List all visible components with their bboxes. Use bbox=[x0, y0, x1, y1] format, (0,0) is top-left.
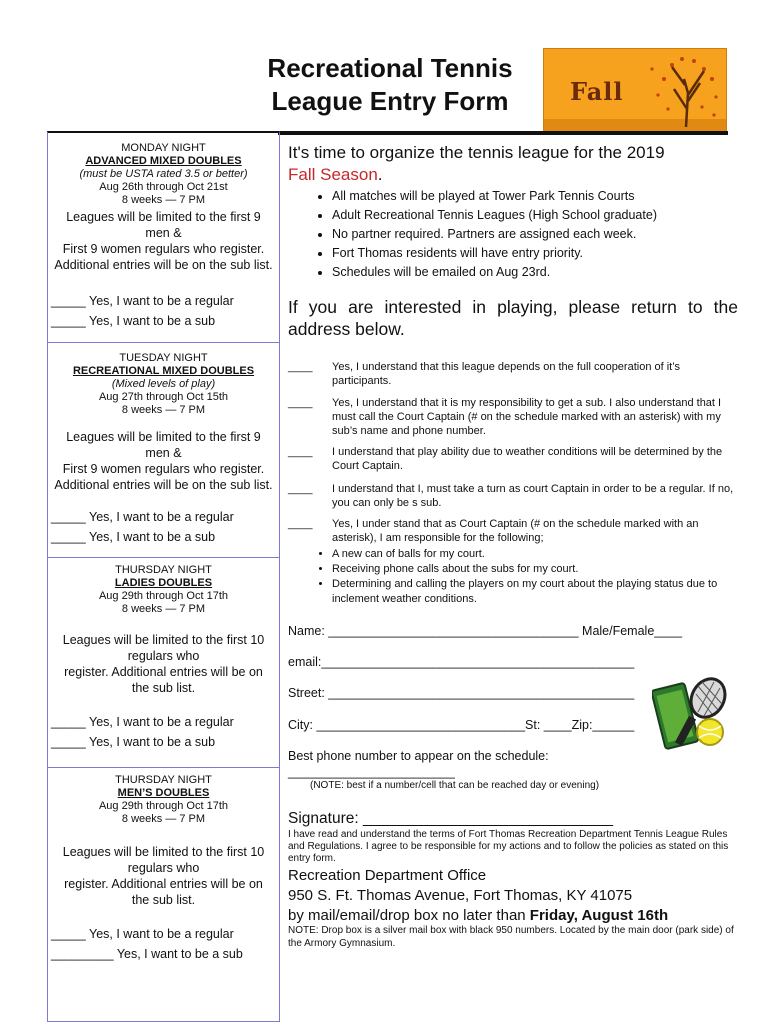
section-options bbox=[48, 924, 279, 964]
league-sections-column bbox=[47, 131, 280, 1022]
fall-logo bbox=[543, 48, 727, 134]
section-ladies bbox=[48, 564, 279, 752]
limit-line: regulars who bbox=[127, 649, 200, 663]
fall-logo-text: Fall bbox=[570, 77, 624, 106]
page-title bbox=[210, 52, 570, 118]
ack-text: I understand that play ability due to weather conditions will be determined by the Court Captain. bbox=[332, 446, 723, 472]
limit-line: men & bbox=[145, 446, 182, 460]
section-monday bbox=[48, 142, 279, 331]
section-subtitle: (Mixed levels of play) bbox=[111, 378, 216, 390]
list-item: • Determining and calling the players on my court about the playing status due to inclement weather conditions. bbox=[332, 577, 752, 607]
section-dates: Aug 29th through Oct 17th bbox=[98, 590, 229, 602]
section-mens bbox=[48, 774, 279, 964]
captain-duties-list bbox=[312, 547, 752, 607]
limit-line: regulars who bbox=[127, 861, 200, 875]
office-address: 950 S. Ft. Thomas Avenue, Fort Thomas, KY 41075 bbox=[288, 887, 633, 904]
email-field[interactable]: email:_____________________________________________ bbox=[288, 655, 635, 669]
ack-blank[interactable]: ____ bbox=[288, 446, 313, 458]
limit-line: First 9 women regulars who register. bbox=[62, 462, 265, 476]
limit-line: Leagues will be limited to the first 9 bbox=[66, 430, 261, 444]
section-divider bbox=[48, 767, 279, 768]
limit-line: Leagues will be limited to the first 10 bbox=[62, 845, 265, 859]
ack-blank[interactable]: ____ bbox=[288, 397, 313, 409]
ack-text: Yes, I understand that it is my responsibility to get a sub. I also understand that I must call the Court Captain (# on the schedule marked with an asterisk) with my sub’s name and phone number. bbox=[332, 397, 722, 437]
ack-blank[interactable]: ____ bbox=[288, 518, 313, 530]
phone-label: Best phone number to appear on the schedule: bbox=[288, 749, 549, 763]
ack-blank[interactable]: ____ bbox=[288, 361, 313, 373]
section-limits bbox=[48, 844, 279, 908]
tennis-racket-icon bbox=[652, 672, 734, 754]
regular-option[interactable]: _____ Yes, I want to be a regular bbox=[51, 510, 234, 524]
section-name: LADIES DOUBLES bbox=[114, 577, 213, 589]
section-divider bbox=[48, 342, 279, 343]
limit-line: the sub list. bbox=[131, 681, 196, 695]
section-limits bbox=[48, 429, 279, 493]
ack-text: Yes, I understand that this league depends on the full cooperation of it’s participants. bbox=[332, 361, 680, 387]
section-dates: Aug 26th through Oct 21st bbox=[99, 181, 228, 193]
section-options bbox=[48, 507, 279, 547]
list-item: • No partner required. Partners are assigned each week. bbox=[332, 225, 752, 244]
title-line-1: Recreational Tennis bbox=[267, 53, 513, 83]
section-name: MEN’S DOUBLES bbox=[117, 787, 210, 799]
section-tuesday bbox=[48, 352, 279, 547]
header-divider bbox=[278, 131, 728, 135]
sub-option[interactable]: _____ Yes, I want to be a sub bbox=[51, 530, 216, 544]
intro-period: . bbox=[377, 165, 383, 184]
list-item: • Schedules will be emailed on Aug 23rd. bbox=[332, 263, 752, 282]
section-night: THURSDAY NIGHT bbox=[115, 564, 212, 576]
section-night: THURSDAY NIGHT bbox=[115, 774, 212, 786]
section-dates: Aug 27th through Oct 15th bbox=[98, 391, 229, 403]
terms-text: I have read and understand the terms of Fort Thomas Recreation Department Tennis League Rules and Regulations. I agree to be responsible for my actions and to follow the policies as stated on this entry form. bbox=[288, 829, 729, 864]
limit-line: men & bbox=[145, 226, 182, 240]
deadline-prefix: by mail/email/drop box no later than bbox=[288, 907, 530, 924]
league-info-list bbox=[312, 187, 752, 282]
section-name: RECREATIONAL MIXED DOUBLES bbox=[72, 365, 255, 377]
section-divider bbox=[48, 557, 279, 558]
section-limits bbox=[48, 632, 279, 696]
section-dates: Aug 29th through Oct 17th bbox=[98, 800, 229, 812]
drop-box-note: NOTE: Drop box is a silver mail box with black 950 numbers. Located by the main door (park side) of the Armory Gymnasium. bbox=[288, 925, 734, 949]
section-night: MONDAY NIGHT bbox=[121, 142, 206, 154]
list-item: • All matches will be played at Tower Park Tennis Courts bbox=[332, 187, 752, 206]
section-subtitle: (must be USTA rated 3.5 or better) bbox=[79, 168, 248, 180]
title-line-2: League Entry Form bbox=[271, 86, 509, 116]
limit-line: First 9 women regulars who register. bbox=[62, 242, 265, 256]
limit-line: Additional entries will be on the sub list. bbox=[54, 478, 273, 492]
list-item: • Fort Thomas residents will have entry priority. bbox=[332, 244, 752, 263]
section-night: TUESDAY NIGHT bbox=[119, 352, 208, 364]
section-name: ADVANCED MIXED DOUBLES bbox=[85, 155, 242, 167]
fall-season-label: Fall Season bbox=[288, 165, 378, 184]
phone-note: (NOTE: best if a number/cell that can be reached day or evening) bbox=[310, 780, 600, 791]
sub-option[interactable]: _________ Yes, I want to be a sub bbox=[51, 947, 243, 961]
phone-field[interactable]: ________________________ bbox=[288, 765, 455, 779]
list-item: • Receiving phone calls about the subs for my court. bbox=[332, 562, 752, 577]
name-field[interactable]: Name: ____________________________________ Male/Female____ bbox=[288, 624, 683, 638]
signature-field[interactable]: Signature: _____________________________ bbox=[288, 810, 613, 827]
section-duration: 8 weeks — 7 PM bbox=[121, 404, 206, 416]
limit-line: register. Additional entries will be on bbox=[64, 665, 263, 679]
intro-text bbox=[288, 142, 738, 186]
ack-blank[interactable]: ____ bbox=[288, 483, 313, 495]
limit-line: register. Additional entries will be on bbox=[64, 877, 263, 891]
list-item: • Adult Recreational Tennis Leagues (High School graduate) bbox=[332, 206, 752, 225]
section-options bbox=[48, 291, 279, 331]
list-item: • A new can of balls for my court. bbox=[332, 547, 752, 562]
regular-option[interactable]: _____ Yes, I want to be a regular bbox=[51, 927, 234, 941]
office-info bbox=[288, 866, 668, 926]
return-instructions: If you are interested in playing, please return to the address below. bbox=[288, 297, 738, 339]
intro-line: It's time to organize the tennis league for the 2019 bbox=[288, 143, 665, 162]
office-name: Recreation Department Office bbox=[288, 867, 487, 884]
regular-option[interactable]: _____ Yes, I want to be a regular bbox=[51, 715, 234, 729]
deadline bbox=[288, 906, 668, 926]
limit-line: Leagues will be limited to the first 10 bbox=[62, 633, 265, 647]
ack-text: Yes, I under stand that as Court Captain (# on the schedule marked with an asterisk), I am responsible for the following; bbox=[332, 518, 699, 544]
street-field[interactable]: Street: ____________________________________________ bbox=[288, 686, 635, 700]
limit-line: the sub list. bbox=[131, 893, 196, 907]
section-duration: 8 weeks — 7 PM bbox=[121, 603, 206, 615]
city-field[interactable]: City: ______________________________St: ____Zip:______ bbox=[288, 718, 635, 732]
section-limits bbox=[48, 209, 279, 273]
ack-text: I understand that I, must take a turn as court Captain in order to be a regular. If no, you can only be s sub. bbox=[332, 483, 734, 509]
regular-option[interactable]: _____ Yes, I want to be a regular bbox=[51, 294, 234, 308]
sub-option[interactable]: _____ Yes, I want to be a sub bbox=[51, 314, 216, 328]
limit-line: Leagues will be limited to the first 9 bbox=[66, 210, 261, 224]
section-duration: 8 weeks — 7 PM bbox=[121, 813, 206, 825]
limit-line: Additional entries will be on the sub list. bbox=[54, 258, 273, 272]
sub-option[interactable]: _____ Yes, I want to be a sub bbox=[51, 735, 216, 749]
section-options bbox=[48, 712, 279, 752]
deadline-date: Friday, August 16th bbox=[529, 907, 669, 924]
autumn-tree-icon bbox=[544, 49, 726, 133]
section-duration: 8 weeks — 7 PM bbox=[121, 194, 206, 206]
